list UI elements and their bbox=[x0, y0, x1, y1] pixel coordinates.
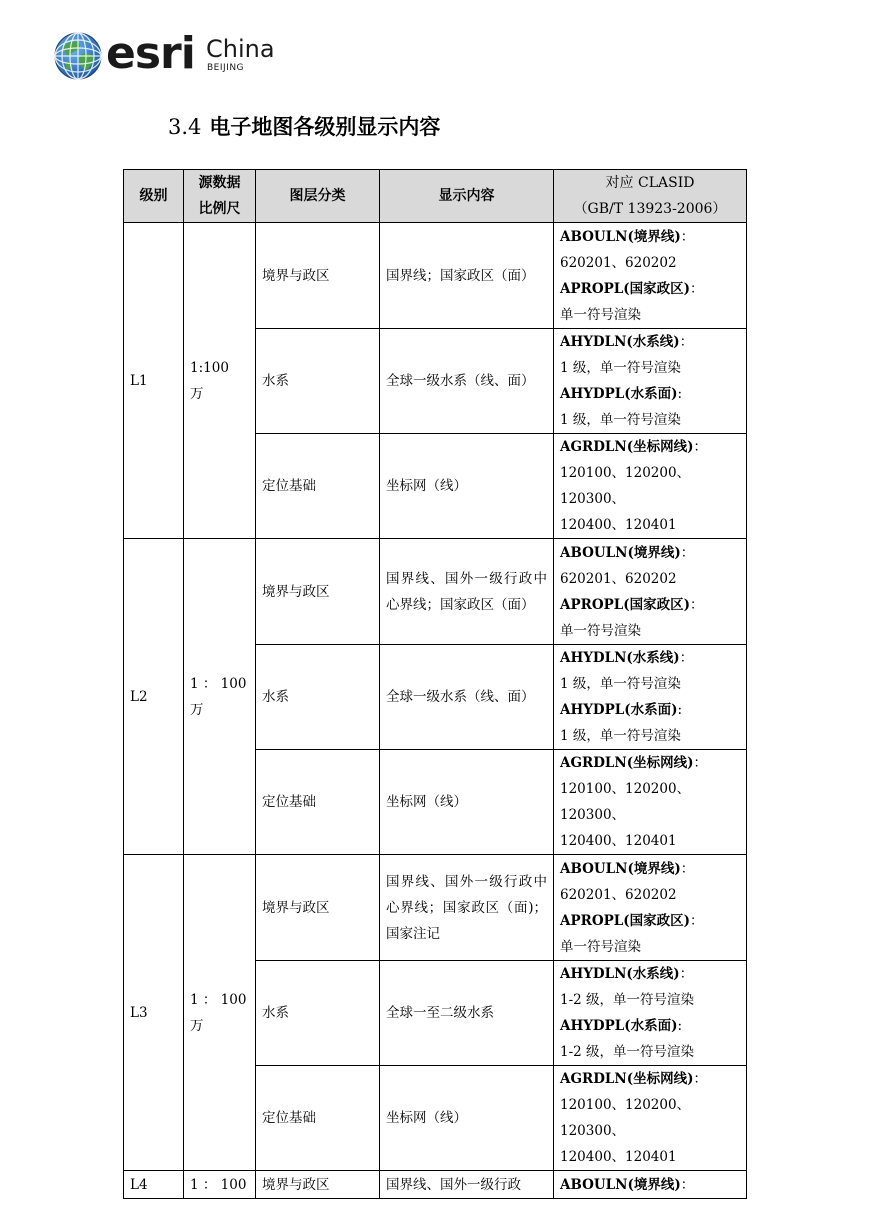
clasid-code: APROPL(国家政区) bbox=[560, 912, 691, 929]
clasid-value: 120100、120200、120300、 bbox=[560, 1097, 691, 1139]
section-number: 3.4 bbox=[168, 115, 202, 139]
layer-cell: 境界与政区 bbox=[256, 855, 380, 961]
globe-icon bbox=[54, 32, 102, 80]
content-cell: 国界线、国外一级行政 bbox=[380, 1171, 554, 1199]
table-body bbox=[124, 223, 747, 1199]
layer-cell: 水系 bbox=[256, 645, 380, 750]
clasid-value: 1 级，单一符号渲染 bbox=[560, 412, 681, 428]
layer-cell: 水系 bbox=[256, 961, 380, 1066]
level-cell: L3 bbox=[124, 855, 184, 1171]
clasid-code: AHYDLN(水系线) bbox=[560, 966, 680, 982]
scale-cell: 1 ： 100 万 bbox=[184, 539, 256, 855]
clasid-code: ABOULN(境界线) bbox=[560, 1176, 681, 1193]
clasid-code: AHYDPL(水系面) bbox=[560, 1018, 678, 1034]
clasid-code: AHYDPL(水系面) bbox=[560, 702, 678, 718]
clasid-value: 1 级，单一符号渲染 bbox=[560, 728, 681, 744]
clasid-code: AGRDLN(坐标网线) bbox=[560, 1071, 694, 1087]
clasid-code: AGRDLN(坐标网线) bbox=[560, 439, 694, 455]
clasid-code: APROPL(国家政区) bbox=[560, 596, 691, 613]
clasid-value: 120400、120401 bbox=[560, 517, 677, 533]
clasid-value: 120400、120401 bbox=[560, 1149, 677, 1165]
clasid-cell: AGRDLN(坐标网线)： 120100、120200、120300、 120400、120401 bbox=[554, 434, 747, 539]
clasid-value: 120100、120200、120300、 bbox=[560, 781, 691, 823]
content-cell: 国界线、国外一级行政中心界线；国家政区（面)；国家注记 bbox=[380, 855, 554, 961]
clasid-code: ABOULN(境界线) bbox=[560, 544, 681, 561]
clasid-code: APROPL(国家政区) bbox=[560, 280, 691, 297]
level-cell: L4 bbox=[124, 1171, 184, 1199]
clasid-value: 120100、120200、120300、 bbox=[560, 465, 691, 507]
esri-china-logo bbox=[54, 30, 294, 84]
header-level: 级别 bbox=[124, 170, 184, 223]
clasid-value: 单一符号渲染 bbox=[560, 938, 641, 955]
clasid-value: 单一符号渲染 bbox=[560, 306, 641, 323]
section-title: 电子地图各级别显示内容 bbox=[209, 114, 441, 139]
table-row bbox=[124, 1171, 747, 1199]
content-cell: 全球一级水系（线、面） bbox=[380, 645, 554, 750]
layer-cell: 定位基础 bbox=[256, 1066, 380, 1171]
clasid-cell: AGRDLN(坐标网线)： 120100、120200、120300、 120400、120401 bbox=[554, 750, 747, 855]
level-cell: L1 bbox=[124, 223, 184, 539]
table-header-row bbox=[124, 170, 747, 223]
content-cell: 坐标网（线） bbox=[380, 1066, 554, 1171]
content-cell: 国界线、国外一级行政中心界线；国家政区（面） bbox=[380, 539, 554, 645]
clasid-value: 1-2 级，单一符号渲染 bbox=[560, 992, 695, 1008]
clasid-value: 620201、620202 bbox=[560, 886, 677, 903]
layer-cell: 境界与政区 bbox=[256, 223, 380, 329]
logo-china: China bbox=[206, 35, 275, 63]
clasid-cell: AGRDLN(坐标网线)： 120100、120200、120300、 120400、120401 bbox=[554, 1066, 747, 1171]
clasid-cell: ABOULN(境界线)： bbox=[554, 1171, 747, 1199]
level-cell: L2 bbox=[124, 539, 184, 855]
layer-cell: 定位基础 bbox=[256, 750, 380, 855]
content-cell: 坐标网（线） bbox=[380, 750, 554, 855]
scale-cell: 1 ： 100 bbox=[184, 1171, 256, 1199]
header-scale: 源数据 比例尺 bbox=[184, 170, 256, 223]
table-row bbox=[124, 855, 747, 961]
scale-cell: 1 ： 100 万 bbox=[184, 855, 256, 1171]
layer-cell: 定位基础 bbox=[256, 434, 380, 539]
section-heading bbox=[168, 112, 440, 142]
clasid-code: AGRDLN(坐标网线) bbox=[560, 755, 694, 771]
header-clasid: 对应 CLASID （GB/T 13923-2006） bbox=[554, 170, 747, 223]
header-layer: 图层分类 bbox=[256, 170, 380, 223]
layer-cell: 境界与政区 bbox=[256, 539, 380, 645]
clasid-code: AHYDLN(水系线) bbox=[560, 334, 680, 350]
scale-cell: 1:100 万 bbox=[184, 223, 256, 539]
clasid-code: ABOULN(境界线) bbox=[560, 860, 681, 877]
layer-cell: 水系 bbox=[256, 329, 380, 434]
content-cell: 全球一至二级水系 bbox=[380, 961, 554, 1066]
logo-word: esri bbox=[106, 28, 195, 79]
clasid-cell: AHYDLN(水系线)： 1 级，单一符号渲染 AHYDPL(水系面): 1 级，单一符号渲染 bbox=[554, 329, 747, 434]
clasid-value: 单一符号渲染 bbox=[560, 622, 641, 639]
table-row bbox=[124, 223, 747, 329]
clasid-value: 620201、620202 bbox=[560, 570, 677, 587]
header-content: 显示内容 bbox=[380, 170, 554, 223]
clasid-code: AHYDLN(水系线) bbox=[560, 650, 680, 666]
clasid-cell: ABOULN(境界线)： 620201、620202 APROPL(国家政区)： 单一符号渲染 bbox=[554, 539, 747, 645]
clasid-code: ABOULN(境界线) bbox=[560, 228, 681, 245]
content-cell: 全球一级水系（线、面） bbox=[380, 329, 554, 434]
clasid-cell: AHYDLN(水系线)： 1-2 级，单一符号渲染 AHYDPL(水系面): 1-2 级，单一符号渲染 bbox=[554, 961, 747, 1066]
level-content-table bbox=[123, 169, 747, 1199]
clasid-value: 1-2 级，单一符号渲染 bbox=[560, 1044, 695, 1060]
clasid-value: 120400、120401 bbox=[560, 833, 677, 849]
clasid-value: 620201、620202 bbox=[560, 254, 677, 271]
clasid-value: 1 级，单一符号渲染 bbox=[560, 360, 681, 376]
clasid-cell: ABOULN(境界线)： 620201、620202 APROPL(国家政区)： 单一符号渲染 bbox=[554, 855, 747, 961]
logo-beijing: BEIJING bbox=[207, 63, 245, 73]
clasid-cell: AHYDLN(水系线)： 1 级，单一符号渲染 AHYDPL(水系面): 1 级，单一符号渲染 bbox=[554, 645, 747, 750]
clasid-cell: ABOULN(境界线)： 620201、620202 APROPL(国家政区)： 单一符号渲染 bbox=[554, 223, 747, 329]
clasid-value: 1 级，单一符号渲染 bbox=[560, 676, 681, 692]
layer-cell: 境界与政区 bbox=[256, 1171, 380, 1199]
clasid-code: AHYDPL(水系面) bbox=[560, 386, 678, 402]
table-row bbox=[124, 539, 747, 645]
content-cell: 坐标网（线） bbox=[380, 434, 554, 539]
content-cell: 国界线；国家政区（面） bbox=[380, 223, 554, 329]
